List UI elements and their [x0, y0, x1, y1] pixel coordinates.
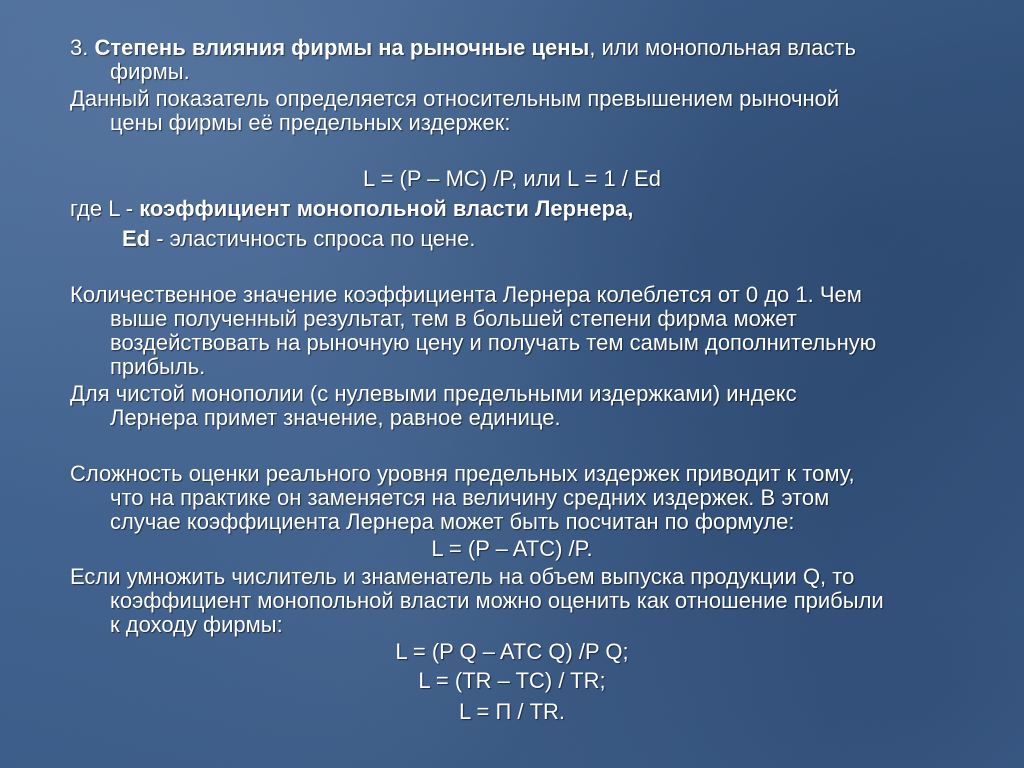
paragraph-4-line-1: Для чистой монополии (с нулевыми предельными издержками) индекс: [70, 381, 797, 406]
definition-l: [70, 197, 633, 221]
item-number: 3.: [70, 35, 89, 60]
paragraph-6-line-3: к доходу фирмы:: [110, 612, 283, 637]
paragraph-1-line-2: фирмы.: [110, 59, 190, 84]
formula-lerner: L = (P – MC) /P, или L = 1 / Ed: [363, 166, 661, 191]
paragraph-3-line-4: прибыль.: [110, 354, 206, 379]
paragraph-5-line-2: что на практике он заменяется на величину средних издержек. В этом: [110, 485, 830, 510]
formula-profit: L = П / TR.: [458, 699, 566, 724]
paragraph-6-line-1: Если умножить числитель и знаменатель на объем выпуска продукции Q, то: [70, 564, 855, 589]
paragraph-2-line-1: Данный показатель определяется относительным превышением рыночной: [70, 86, 840, 111]
definition-ed-rest: - эластичность спроса по цене.: [150, 226, 476, 251]
paragraph-3-line-3: воздействовать на рыночную цену и получать тем самым дополнительную: [110, 330, 877, 355]
definition-ed: [122, 227, 475, 251]
paragraph-1-line-1: [70, 36, 856, 60]
paragraph-6-line-2: коэффициент монопольной власти можно оценить как отношение прибыли: [110, 588, 884, 613]
formula-atc: L = (P – ATC) /P.: [431, 536, 593, 561]
definition-l-prefix: где L -: [70, 196, 140, 221]
paragraph-3-line-2: выше полученный результат, тем в большей степени фирма может: [110, 306, 797, 331]
formula-pq: L = (P Q – ATC Q) /P Q;: [395, 639, 629, 664]
definition-ed-bold: Ed: [122, 226, 151, 251]
formula-tr-tc: L = (TR – TC) / TR;: [418, 668, 606, 693]
paragraph-2-line-2: цены фирмы её предельных издержек:: [110, 110, 511, 135]
paragraph-4-line-2: Лернера примет значение, равное единице.: [110, 405, 561, 430]
definition-l-bold: коэффициент монопольной власти Лернера,: [139, 196, 634, 221]
paragraph-5-line-1: Сложность оценки реального уровня предельных издержек приводит к тому,: [70, 461, 855, 486]
paragraph-5-line-3: случае коэффициента Лернера может быть посчитан по формуле:: [110, 509, 795, 534]
heading-rest: , или монопольная власть: [589, 35, 857, 60]
heading-bold: Степень влияния фирмы на рыночные цены: [94, 35, 590, 60]
paragraph-3-line-1: Количественное значение коэффициента Лернера колеблется от 0 до 1. Чем: [70, 282, 862, 307]
